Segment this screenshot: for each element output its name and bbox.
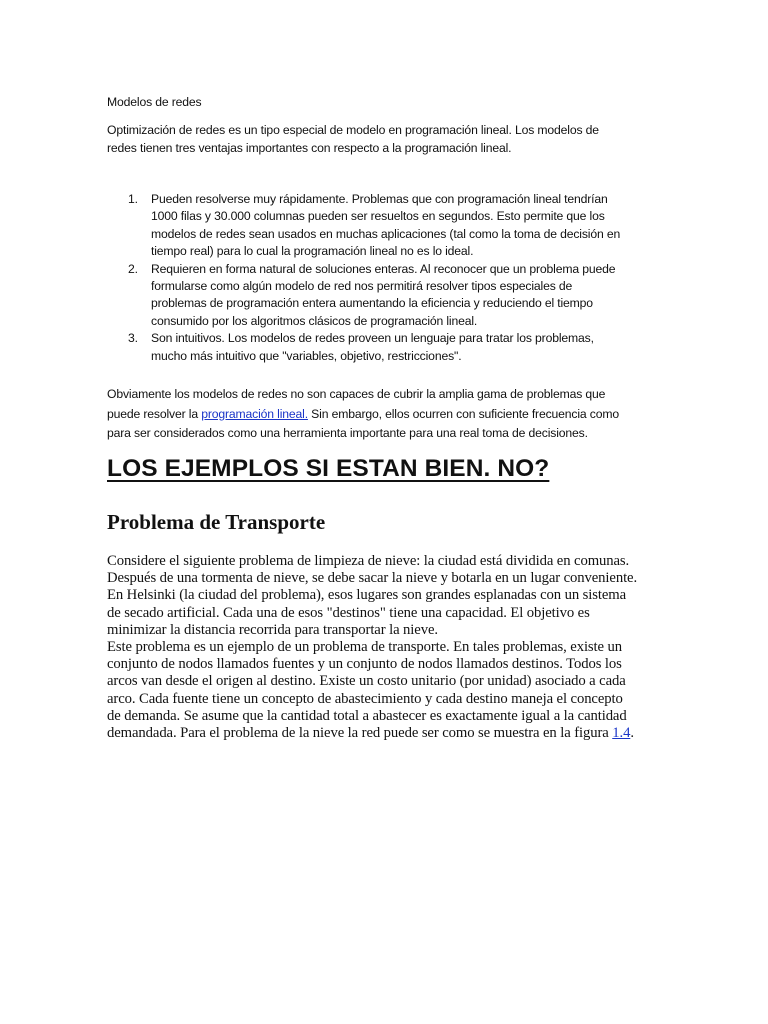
- body-line: de demanda. Se asume que la cantidad total a abastecer es exactamente igual a la cantidad: [107, 707, 627, 724]
- body-line: [107, 725, 667, 742]
- body-line: Después de una tormenta de nieve, se debe sacar la nieve y botarla en un lugar conveniente.: [107, 570, 638, 587]
- list-item-line: tiempo real) para lo cual la programación lineal no es lo ideal.: [151, 244, 474, 259]
- section-title: Problema de Transporte: [107, 510, 326, 534]
- body-line: arcos van desde el origen al destino. Existe un costo unitario (por unidad) asociado a cada: [107, 673, 626, 690]
- closing-text: Sin embargo, ellos ocurren con suficiente frecuencia como: [307, 406, 619, 421]
- body-line: Considere el siguiente problema de limpieza de nieve: la ciudad está dividida en comunas.: [107, 553, 630, 569]
- list-item-line: mucho más intuitivo que "variables, objetivo, restricciones".: [151, 348, 462, 363]
- list-item: [125, 330, 650, 365]
- list-item: [125, 191, 650, 261]
- body-line: conjunto de nodos llamados fuentes y un conjunto de nodos llamados destinos. Todos los: [107, 656, 622, 673]
- body-text: demandada. Para el problema de la nieve la red puede ser como se muestra en la figura: [107, 725, 613, 742]
- list-item-line: modelos de redes sean usados en muchas aplicaciones (tal como la toma de decisión en: [151, 226, 621, 241]
- closing-line: para ser considerados como una herramienta importante para una real toma de decisiones.: [107, 426, 588, 440]
- list-item-line: Pueden resolverse muy rápidamente. Problemas que con programación lineal tendrían: [151, 192, 608, 206]
- body-line: de secado artificial. Cada una de esos "destinos" tiene una capacidad. El objetivo es: [107, 604, 590, 621]
- document-title: Modelos de redes: [107, 95, 202, 109]
- body-line: arco. Cada fuente tiene un concepto de abastecimiento y cada destino maneja el concepto: [107, 690, 623, 707]
- intro-paragraph: [107, 121, 647, 157]
- body-line: Este problema es un ejemplo de un problema de transporte. En tales problemas, existe un: [107, 639, 623, 656]
- body-line: En Helsinki (la ciudad del problema), esos lugares son grandes esplanadas con un sistema: [107, 587, 626, 604]
- closing-paragraph: [107, 385, 657, 444]
- list-item-line: problemas de programación entera aumentando la eficiencia y reduciendo el tiempo: [151, 296, 593, 311]
- closing-text: puede resolver la: [107, 406, 202, 421]
- examples-heading: LOS EJEMPLOS SI ESTAN BIEN. NO?: [107, 455, 550, 482]
- intro-line: redes tienen tres ventajas importantes con respecto a la programación lineal.: [107, 141, 512, 155]
- list-number: 3.: [128, 331, 138, 346]
- list-item-line: Son intuitivos. Los modelos de redes proveen un lenguaje para tratar los problemas,: [151, 331, 594, 346]
- list-item-line: 1000 filas y 30.000 columnas pueden ser resueltos en segundos. Esto permite que los: [151, 209, 605, 224]
- closing-line: Obviamente los modelos de redes no son capaces de cubrir la amplia gama de problemas que: [107, 387, 606, 401]
- list-number: 2.: [128, 261, 138, 276]
- intro-line: Optimización de redes es un tipo especial de modelo en programación lineal. Los modelos de: [107, 123, 599, 137]
- transport-problem-paragraph: [107, 553, 667, 742]
- list-item-line: formularse como algún modelo de red nos permitirá resolver tipos especiales de: [151, 279, 573, 294]
- body-line: minimizar la distancia recorrida para transportar la nieve.: [107, 621, 438, 638]
- advantages-list: [125, 191, 650, 365]
- list-number: 1.: [128, 192, 138, 206]
- list-item-line: consumido por los algoritmos clásicos de programación lineal.: [151, 313, 478, 328]
- programacion-lineal-link[interactable]: programación lineal.: [201, 406, 308, 421]
- body-text: .: [630, 725, 634, 742]
- figure-link[interactable]: 1.4: [612, 725, 631, 742]
- closing-line: [107, 405, 657, 425]
- list-item-line: Requieren en forma natural de soluciones enteras. Al reconocer que un problema puede: [151, 261, 616, 276]
- list-item: [125, 261, 650, 331]
